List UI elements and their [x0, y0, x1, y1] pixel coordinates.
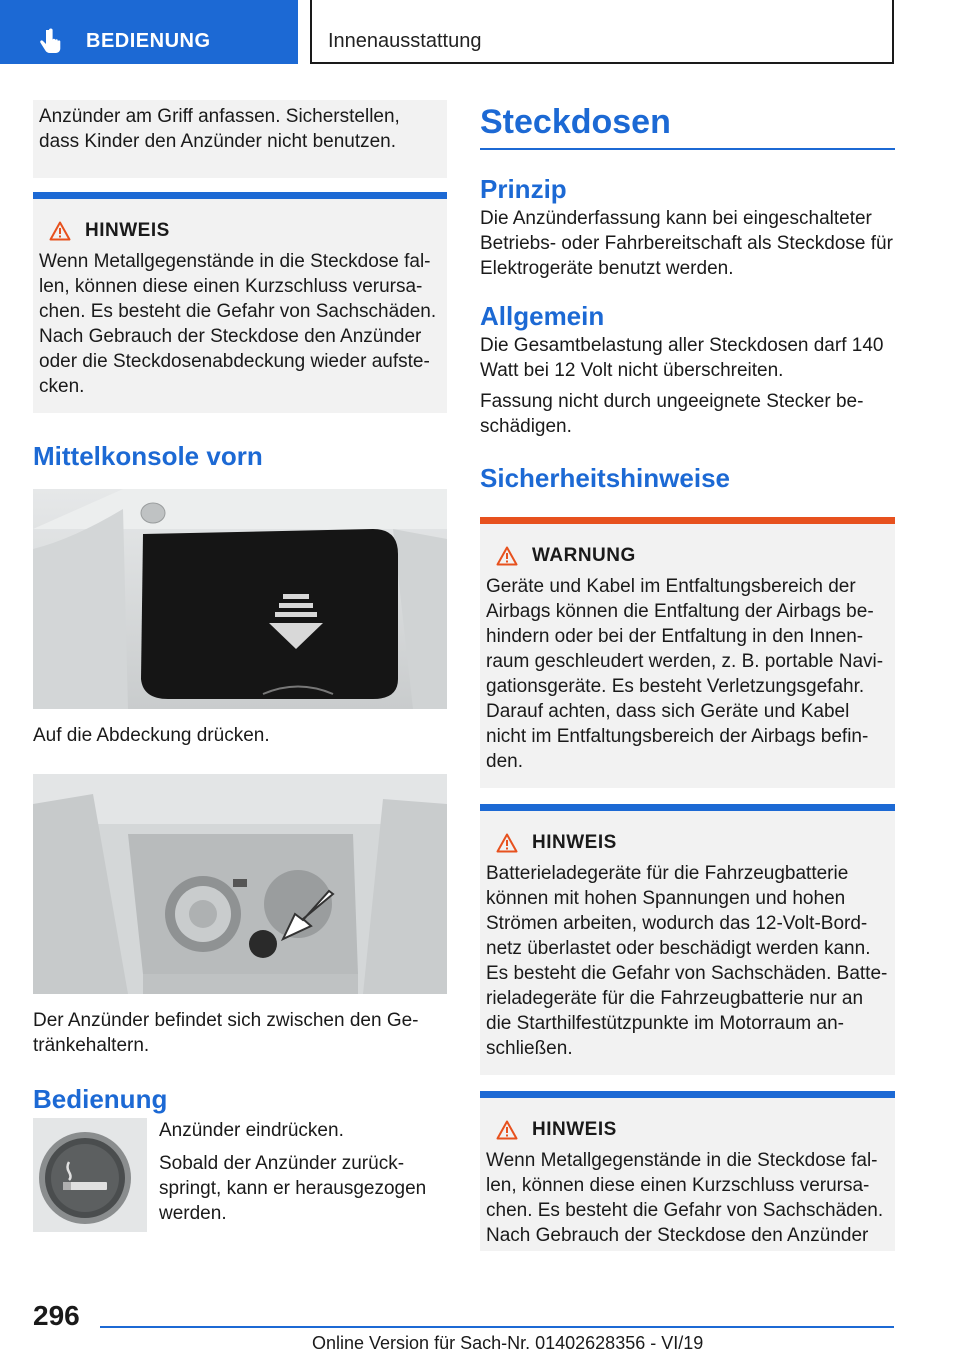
- heading-allgemein: Allgemein: [480, 301, 605, 331]
- section-tab[interactable]: [0, 0, 298, 64]
- heading-mittelkonsole: Mittelkonsole vorn: [33, 441, 263, 471]
- warning-triangle-icon: [496, 546, 518, 566]
- intro-text: Anzünder am Griff anfassen. Sicherstellen, dass Kinder den Anzünder nicht benutzen.: [39, 106, 400, 152]
- section-label: BEDIENUNG: [86, 30, 211, 52]
- cigarette-lighter-icon: [33, 1118, 147, 1232]
- allgemein-text-2: Fassung nicht durch ungeeignete Stecker be-schädigen.: [480, 391, 864, 437]
- notice-bar: [33, 192, 447, 199]
- notice-box-3: [480, 1091, 895, 1251]
- bedienung-block: [33, 1118, 447, 1238]
- notice-text: Wenn Metallgegenstände in die Steckdose fal-len, können diese einen Kurzschluss verursa-chen. Es besteht die Gefahr von Sachschäden. Nach Gebrauch der Steckdose den Anzünder oder die Steckdosenabdeckung wieder aufste-cken.: [39, 251, 437, 397]
- allgemein-text-1: Die Gesamtbelastung aller Steckdosen darf 140 Watt bei 12 Volt nicht überschreiten.: [480, 335, 884, 381]
- title-rule: [480, 148, 895, 150]
- lighter-button-photo: [33, 1118, 147, 1232]
- right-column: [480, 100, 895, 1251]
- notice-box-1: [33, 192, 447, 413]
- chapter-header: [310, 0, 894, 64]
- heading-sicherheitshinweise: Sicherheitshinweise: [480, 463, 730, 493]
- bedienung-step-2: Sobald der Anzünder zurück-springt, kann er herausgezogen werden.: [159, 1153, 427, 1224]
- warning-box: [480, 517, 895, 788]
- heading-prinzip: Prinzip: [480, 174, 567, 204]
- notice-title: HINWEIS: [532, 832, 617, 853]
- chapter-label: Innenausstattung: [328, 30, 482, 52]
- lighter-location-illustration: [33, 774, 447, 994]
- bedienung-step-1: Anzünder eindrücken.: [159, 1120, 344, 1141]
- hand-pointer-icon: [38, 28, 66, 56]
- caption-2: Der Anzünder befindet sich zwischen den Ge-tränkehaltern.: [33, 1010, 419, 1056]
- footer-rule: [100, 1326, 894, 1328]
- photo-lighter-location: [33, 774, 447, 994]
- footer-edition: Online Version für Sach-Nr. 01402628356 - VI/19: [312, 1333, 704, 1353]
- notice-text: Wenn Metallgegenstände in die Steckdose fal-len, können diese einen Kurzschluss verursa-chen. Es besteht die Gefahr von Sachschäden. Nach Gebrauch der Steckdose den Anzünder: [486, 1150, 884, 1246]
- continued-safety-box: [33, 100, 447, 178]
- caption-1: Auf die Abdeckung drücken.: [33, 725, 270, 746]
- warning-triangle-icon: [496, 833, 518, 853]
- prinzip-text: Die Anzünderfassung kann bei eingeschalteter Betriebs- oder Fahrbereitschaft als Steckdose für Elektrogeräte benutzt werden.: [480, 208, 893, 279]
- warning-triangle-icon: [49, 221, 71, 241]
- photo-console-cover: [33, 489, 447, 709]
- warning-triangle-icon: [496, 1120, 518, 1140]
- notice-bar: [480, 804, 895, 811]
- left-column: [33, 100, 447, 1238]
- notice-title: HINWEIS: [532, 1119, 617, 1140]
- title-steckdosen: Steckdosen: [480, 103, 671, 141]
- console-cover-illustration: [33, 489, 447, 709]
- page-number: 296: [33, 1300, 80, 1331]
- warning-text: Geräte und Kabel im Entfaltungsbereich der Airbags können die Entfaltung der Airbags be-hindern oder bei der Entfaltung in den Innen-raum geschleudert werden, z. B. portable Navi-gationsgeräte. Es besteht Verletzungsgefahr. Darauf achten, dass sich Geräte und Kabel nicht im Entfaltungsbereich der Airbags befin-den.: [486, 576, 884, 772]
- warning-title: WARNUNG: [532, 545, 636, 566]
- notice-text: Batterieladegeräte für die Fahrzeugbatterie können mit hohen Spannungen und hohen Strömen arbeiten, wodurch das 12-Volt-Bord-netz überlastet oder beschädigt werden kann. Es besteht die Gefahr von Sachschäden. Batte-rieladegeräte für die Fahrzeugbatterie nur an die Starthilfestützpunkte im Motorraum an-schließen.: [486, 863, 888, 1059]
- heading-bedienung: Bedienung: [33, 1084, 168, 1114]
- notice-bar: [480, 1091, 895, 1098]
- warning-bar: [480, 517, 895, 524]
- notice-title: HINWEIS: [85, 220, 170, 241]
- notice-box-2: [480, 804, 895, 1075]
